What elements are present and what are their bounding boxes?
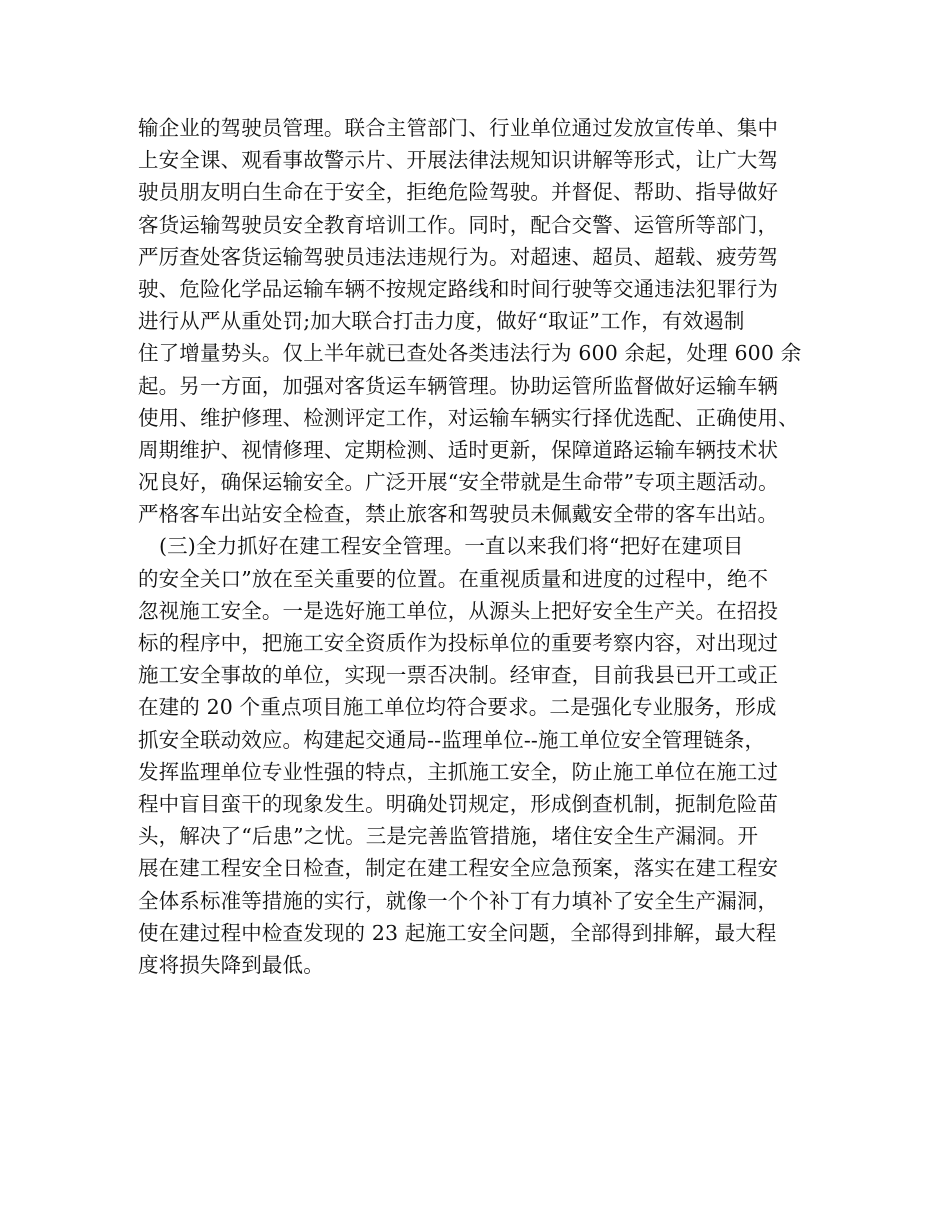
text-line: 发挥监理单位专业性强的特点，主抓施工安全，防止施工单位在施工过 — [138, 759, 779, 784]
text-line: 展在建工程安全日检查，制定在建工程安全应急预案，落实在建工程安 — [138, 856, 779, 881]
text-line: 驶、危险化学品运输车辆不按规定路线和时间行驶等交通违法犯罪行为 — [138, 276, 779, 301]
text-line: 况良好，确保运输安全。广泛开展“安全带就是生命带”专项主题活动。 — [138, 470, 779, 495]
text-line: 严厉查处客货运输驾驶员违法违规行为。对超速、超员、超载、疲劳驾 — [138, 244, 779, 269]
text-line: 客货运输驾驶员安全教育培训工作。同时，配合交警、运管所等部门， — [138, 212, 779, 237]
text-line: 周期维护、视情修理、定期检测、适时更新，保障道路运输车辆技术状 — [138, 437, 779, 462]
text-line: 使用、维护修理、检测评定工作，对运输车辆实行择优选配、正确使用、 — [138, 405, 799, 430]
text-line: 度将损失降到最低。 — [138, 952, 324, 977]
section-heading-line: (三)全力抓好在建工程安全管理。一直以来我们将“把好在建项目 — [159, 534, 744, 559]
text-line: 标的程序中，把施工安全资质作为投标单位的重要考察内容，对出现过 — [138, 631, 779, 655]
text-line: 进行从严从重处罚;加大联合打击力度，做好“取证”工作，有效遏制 — [138, 309, 745, 334]
text-line: 严格客车出站安全检查，禁止旅客和驾驶员未佩戴安全带的客车出站。 — [138, 502, 779, 527]
text-line: 抓安全联动效应。构建起交通局--监理单位--施工单位安全管理链条， — [138, 727, 766, 752]
text-line: 忽视施工安全。一是选好施工单位，从源头上把好安全生产关。在招投 — [138, 598, 779, 623]
text-line: 驶员朋友明白生命在于安全，拒绝危险驾驶。并督促、帮助、指导做好 — [138, 180, 779, 205]
text-line: 全体系标准等措施的实行，就像一个个补丁有力填补了安全生产漏洞， — [138, 888, 779, 913]
text-line: 程中盲目蛮干的现象发生。明确处罚规定，形成倒查机制，扼制危险苗 — [138, 791, 779, 816]
text-line: 头，解决了“后患”之忧。三是完善监管措施，堵住安全生产漏洞。开 — [138, 824, 759, 849]
text-line: 的安全关口”放在至关重要的位置。在重视质量和进度的过程中，绝不 — [138, 566, 769, 591]
text-line: 在建的 20 个重点项目施工单位均符合要求。二是强化专业服务，形成 — [138, 695, 777, 720]
body-text — [138, 112, 828, 981]
text-line: 住了增量势头。仅上半年就已查处各类违法行为 600 余起，处理 600 余 — [138, 341, 802, 366]
text-line: 上安全课、观看事故警示片、开展法律法规知识讲解等形式，让广大驾 — [138, 148, 779, 173]
text-line: 起。另一方面，加强对客货运车辆管理。协助运管所监督做好运输车辆 — [138, 373, 779, 398]
text-line: 输企业的驾驶员管理。联合主管部门、行业单位通过发放宣传单、集中 — [138, 116, 779, 140]
text-line: 施工安全事故的单位，实现一票否决制。经审查，目前我县已开工或正 — [138, 663, 779, 688]
text-line: 使在建过程中检查发现的 23 起施工安全问题，全部得到排解，最大程 — [138, 920, 777, 945]
